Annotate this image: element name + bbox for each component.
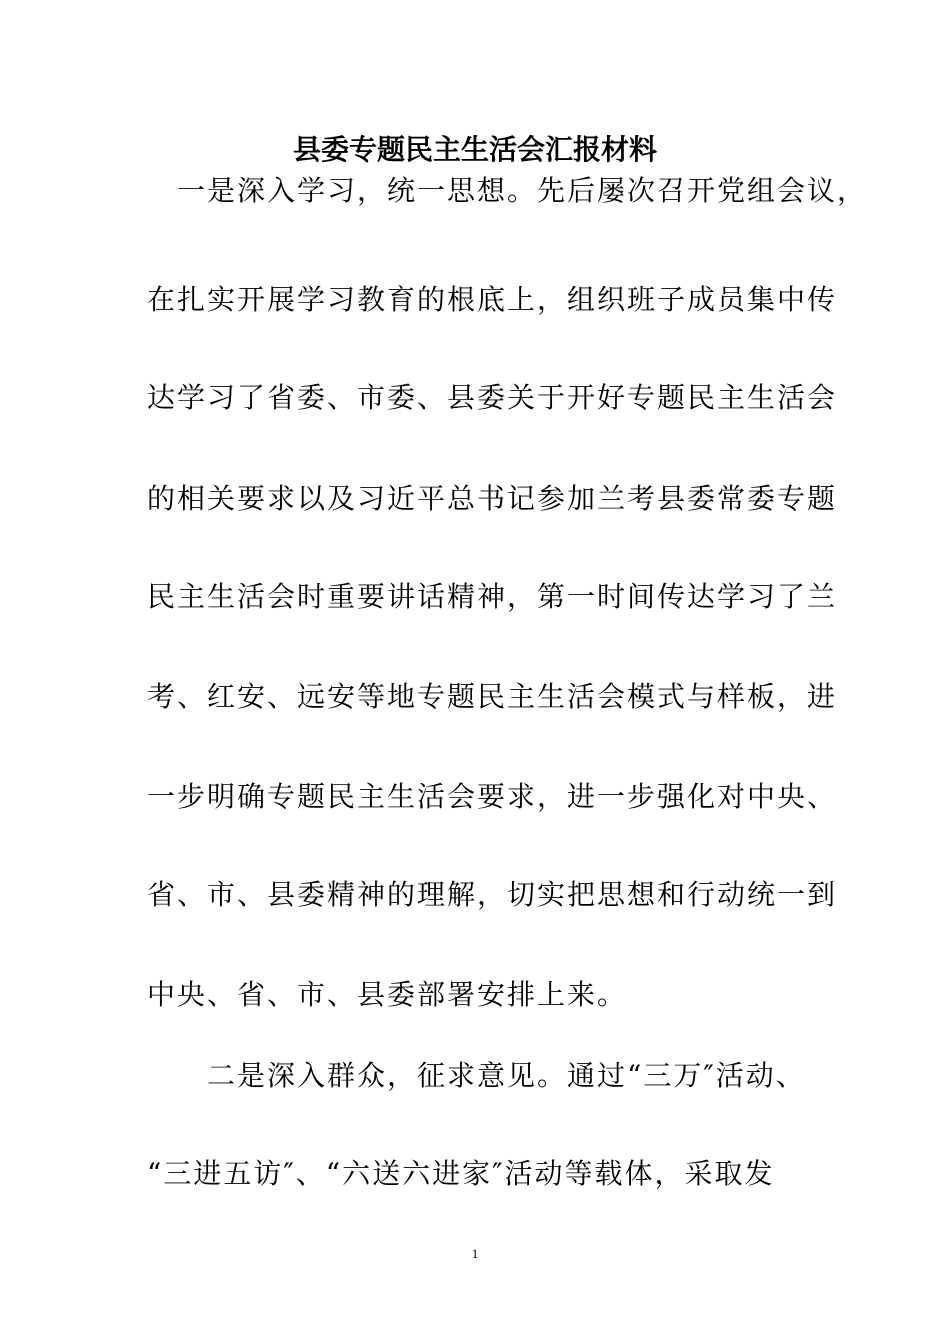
body-line: 二是深入群众，征求意见。通过“三万″活动、 bbox=[147, 1059, 806, 1092]
body-line: 中央、省、市、县委部署安排上来。 bbox=[147, 978, 628, 1011]
body-line: 民主生活会时重要讲话精神，第一时间传达学习了兰 bbox=[147, 580, 838, 613]
body-line: 在扎实开展学习教育的根底上，组织班子成员集中传 bbox=[147, 283, 838, 316]
body-line: 考、红安、远安等地专题民主生活会模式与样板，进 bbox=[147, 680, 838, 713]
body-line: 达学习了省委、市委、县委关于开好专题民主生活会 bbox=[147, 381, 838, 414]
body-line: 一步明确专题民主生活会要求，进一步强化对中央、 bbox=[147, 780, 838, 813]
document-title: 县委专题民主生活会汇报材料 bbox=[292, 133, 657, 166]
page-number: 1 bbox=[471, 1246, 479, 1261]
body-line: 的相关要求以及习近平总书记参加兰考县委常委专题 bbox=[147, 482, 838, 515]
body-line: 一是深入学习，统一思想。先后屡次召开党组会议， bbox=[147, 174, 868, 207]
body-line: 省、市、县委精神的理解，切实把思想和行动统一到 bbox=[147, 878, 838, 911]
body-line: “三进五访″、“六送六进家″活动等载体，采取发 bbox=[147, 1157, 775, 1190]
